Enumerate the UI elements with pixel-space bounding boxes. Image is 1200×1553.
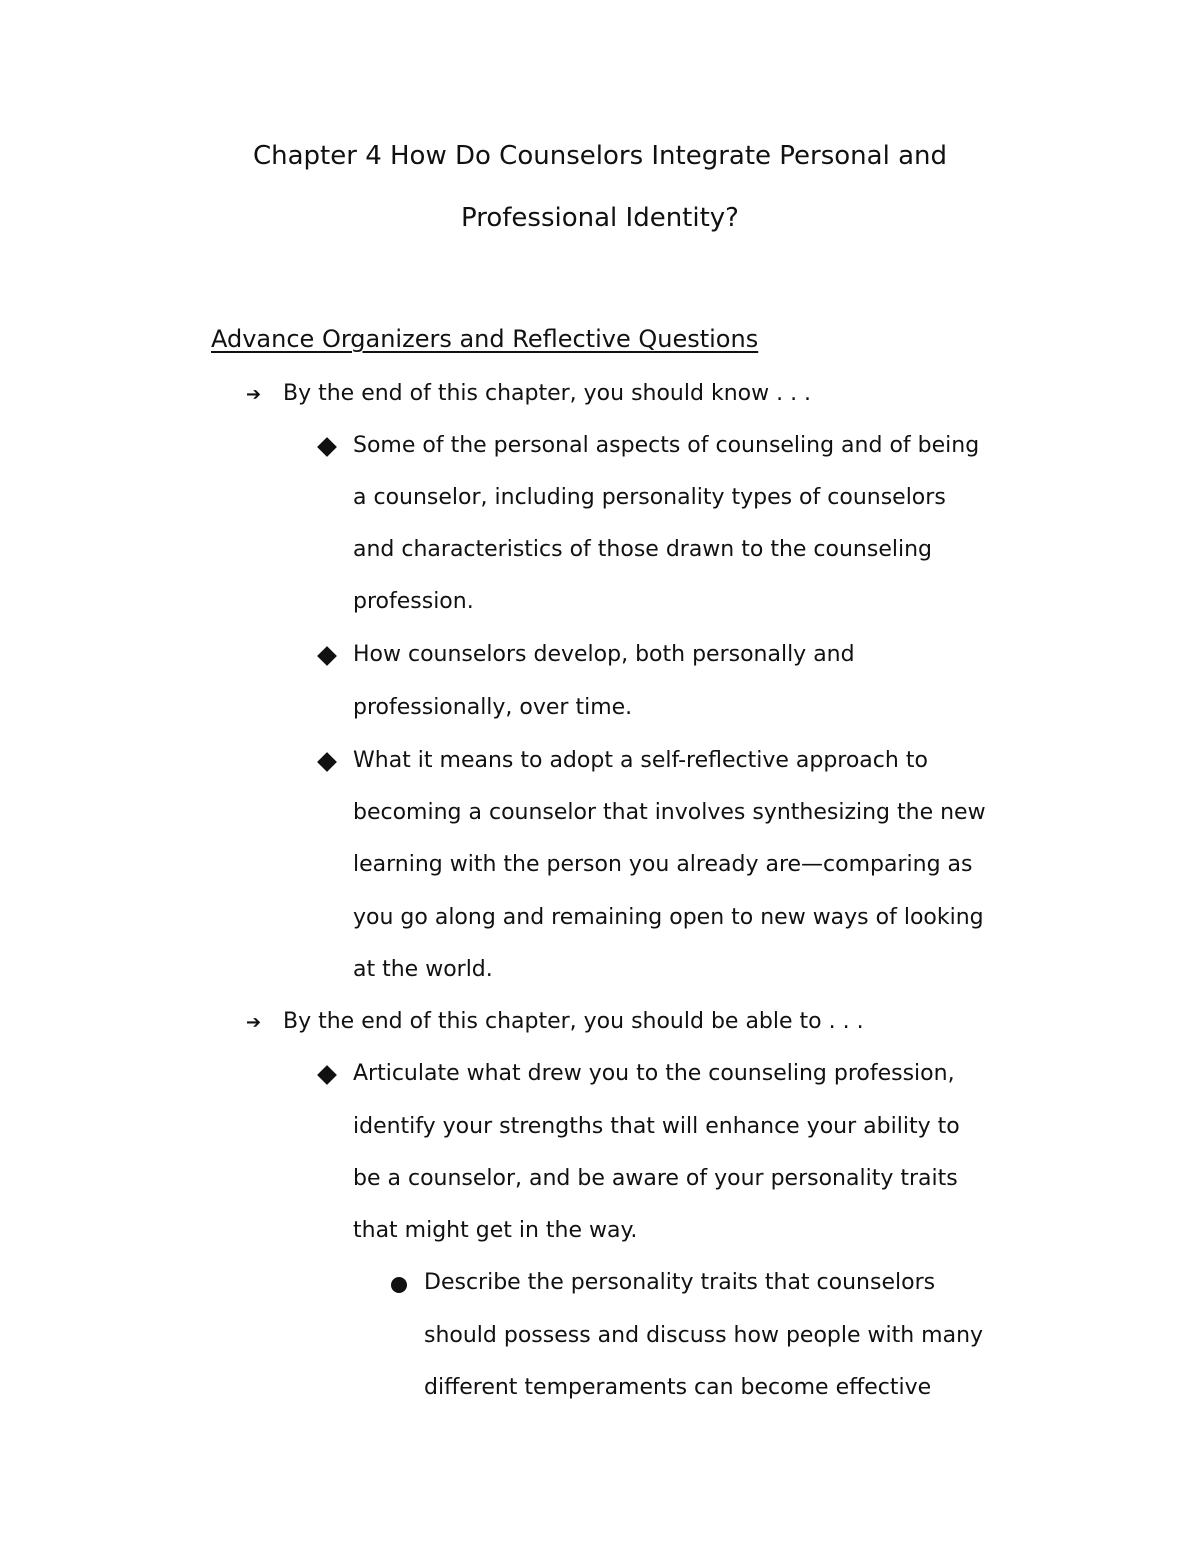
list-item-line: professionally, over time. bbox=[353, 695, 633, 720]
chapter-title-line-2: Professional Identity? bbox=[461, 203, 739, 233]
chapter-title-line-1: Chapter 4 How Do Counselors Integrate Personal and bbox=[252, 141, 947, 171]
diamond-bullet-icon bbox=[317, 752, 337, 772]
list-item-line: learning with the person you already are—comparing as bbox=[353, 852, 973, 877]
list-item-able-intro: By the end of this chapter, you should be able to . . . bbox=[283, 1009, 864, 1034]
circle-bullet-icon bbox=[391, 1277, 407, 1293]
arrow-bullet-icon: ➔ bbox=[246, 1012, 262, 1033]
diamond-bullet-icon bbox=[317, 437, 337, 457]
list-item-line: Describe the personality traits that counselors bbox=[424, 1270, 936, 1295]
list-item-line: How counselors develop, both personally and bbox=[353, 642, 855, 667]
list-item-line: different temperaments can become effective bbox=[424, 1375, 932, 1400]
list-item-line: at the world. bbox=[353, 957, 493, 982]
diamond-bullet-icon bbox=[317, 1065, 337, 1085]
diamond-bullet-icon bbox=[317, 646, 337, 666]
list-item-line: you go along and remaining open to new ways of looking bbox=[353, 905, 984, 930]
list-item-line: becoming a counselor that involves synthesizing the new bbox=[353, 800, 986, 825]
section-heading: Advance Organizers and Reflective Questions bbox=[211, 325, 759, 353]
list-item-line: a counselor, including personality types of counselors bbox=[353, 485, 946, 510]
list-item-line: that might get in the way. bbox=[353, 1218, 638, 1243]
list-item-line: should possess and discuss how people with many bbox=[424, 1323, 984, 1348]
arrow-bullet-icon: ➔ bbox=[246, 384, 262, 405]
list-item-line: Some of the personal aspects of counseling and of being bbox=[353, 433, 980, 458]
list-item-know-intro: By the end of this chapter, you should know . . . bbox=[283, 381, 812, 406]
list-item-line: Articulate what drew you to the counseling profession, bbox=[353, 1061, 955, 1086]
list-item-line: be a counselor, and be aware of your personality traits bbox=[353, 1166, 958, 1191]
list-item-line: identify your strengths that will enhance your ability to bbox=[353, 1114, 960, 1139]
list-item-line: profession. bbox=[353, 589, 474, 614]
list-item-line: and characteristics of those drawn to the counseling bbox=[353, 537, 932, 562]
list-item-line: What it means to adopt a self-reflective approach to bbox=[353, 748, 928, 773]
